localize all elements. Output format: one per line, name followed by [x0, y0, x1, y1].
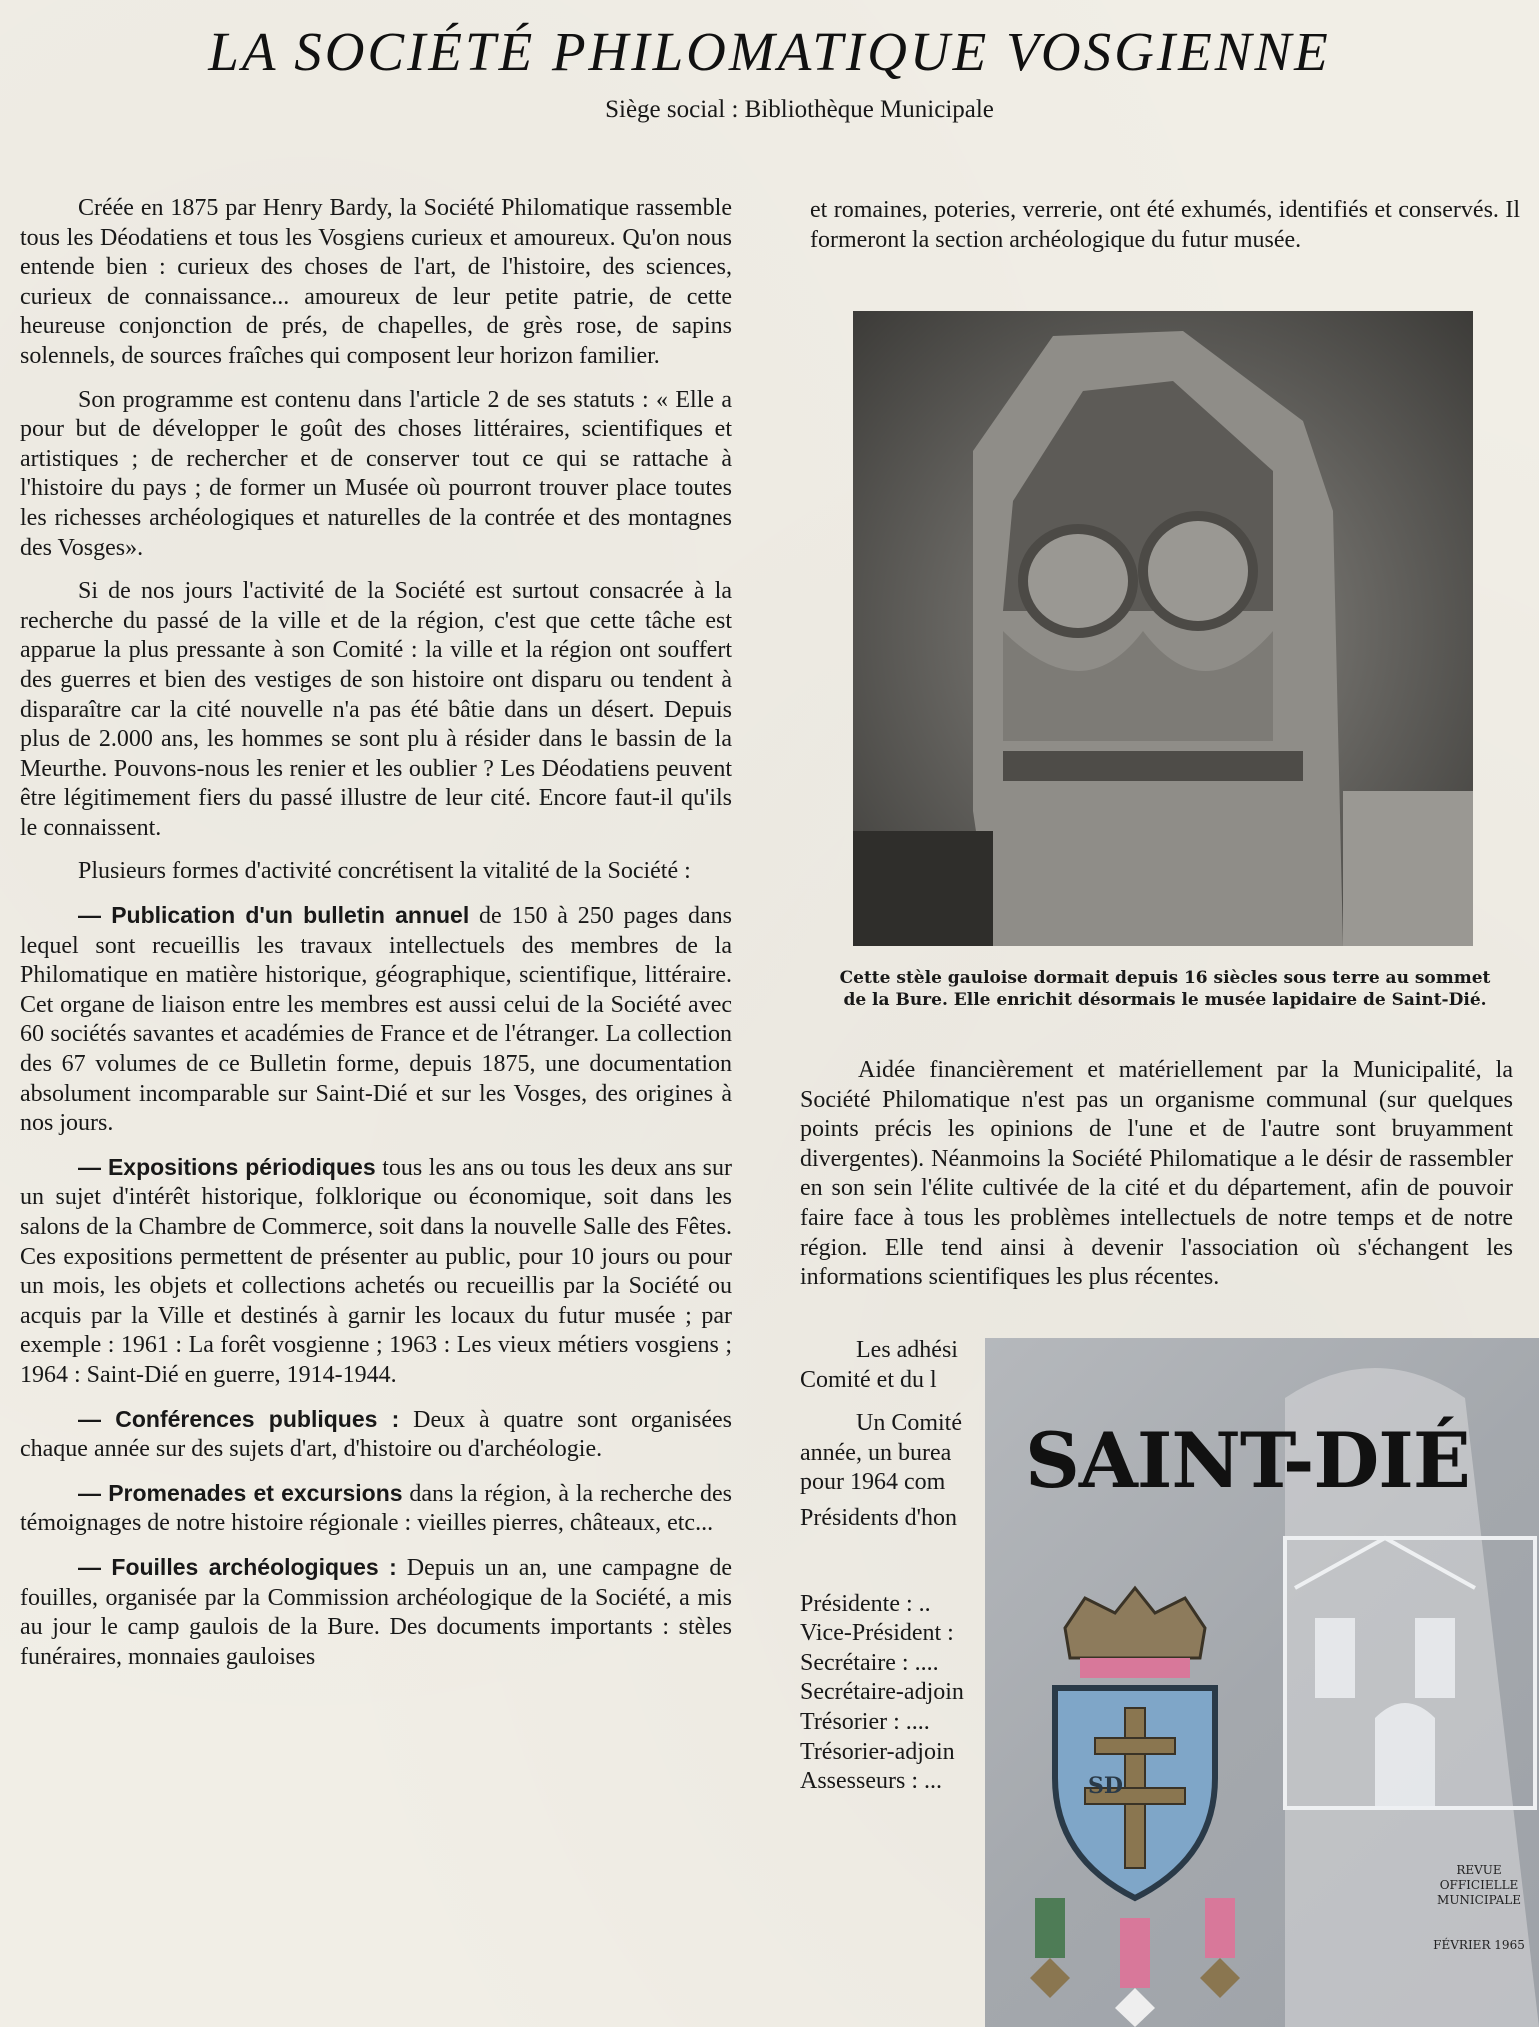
cover-date: FÉVRIER 1965 [1433, 1938, 1525, 1952]
officer-line: Trésorier-adjoin [800, 1738, 955, 1765]
continuation-paragraph: et romaines, poteries, verrerie, ont été exhumés, identifiés et conservés. Il formeront la section archéologique du futur musée. [810, 197, 1520, 253]
coat-of-arms-icon [1055, 1588, 1215, 1898]
activity-item-expositions [20, 1153, 732, 1391]
right-column-top [810, 196, 1520, 269]
officer-line: Présidente : .. [800, 1590, 931, 1617]
fragment-line: Comité et du l [800, 1366, 937, 1393]
activity-item-lead: — Expositions périodiques [78, 1153, 376, 1180]
activity-item-lead: — Promenades et excursions [78, 1479, 403, 1506]
activity-item-text: Depuis un an, une campagne de fouilles, organisée par la Commission archéologique de la Société, a mis au jour le camp gaulois de la Bure. Des documents importants : stèles funéraires, monnaies gauloises [20, 1554, 732, 1670]
fragment-line: pour 1964 com [800, 1469, 946, 1496]
activity-item-text: dans la région, à la recherche des témoignages de notre histoire régionale : vieilles pierres, châteaux, etc... [20, 1480, 733, 1537]
fragment-line: Présidents d'hon [800, 1504, 957, 1531]
activity-item-fouilles [20, 1553, 732, 1672]
program-paragraph: Son programme est contenu dans l'article 2 de ses statuts : « Elle a pour but de développer le goût des choses littéraires, scientifiques et artistiques ; de rechercher et de conserver tout ce qui se rattache à l'histoire du pays ; de former un Musée où pourront trouver place toutes les richesses archéologiques et naturelles de la contrée et des montagnes des Vosges». [20, 386, 732, 561]
right-column-middle [800, 1056, 1513, 1307]
page-subtitle: Siège social : Bibliothèque Municipale [605, 96, 994, 123]
cover-revue-line: MUNICIPALE [1437, 1893, 1521, 1907]
activity-item-bulletin [20, 901, 732, 1139]
fragment-line: année, un burea [800, 1439, 952, 1466]
activity-item-promenades [20, 1479, 732, 1539]
cover-revue-line: REVUE [1456, 1863, 1502, 1877]
activity-item-conferences [20, 1405, 732, 1465]
shield-initials: SD [1088, 1773, 1123, 1799]
intro-paragraph: Créée en 1875 par Henry Bardy, la Société Philomatique rassemble tous les Déodatiens et tous les Vosgiens curieux et amoureux. Qu'on nous entende bien : curieux des choses de l'art, de l'histoire, des sciences, curieux de connaissance... amoureux de leur petite patrie, de cette heureuse conjonction de prés, de chapelles, de grès rose, de sapins solennels, de sources fraîches qui composent leur horizon familier. [20, 195, 732, 369]
activity-item-text: de 150 à 250 pages dans lequel sont recueillis les travaux intellectuels des membres de la Philomatique en matière historique, géographique, scientifique, littéraire. Cet organe de liaison entre les membres est aussi celui de la Société avec 60 sociétés savantes et académies de France et de l'étranger. La collection des 67 volumes de ce Bulletin forme, depuis 1875, une documentation absolument incomparable sur Saint-Dié et sur les Vosges, des origines à nos jours. [20, 903, 732, 1137]
page-title: LA SOCIÉTÉ PHILOMATIQUE VOSGIENNE [208, 21, 1331, 82]
cover-title: SAINT-DIÉ [1025, 1416, 1470, 1505]
officer-line: Secrétaire : .... [800, 1649, 939, 1676]
right-column-fragments [800, 1336, 985, 1797]
funding-paragraph: Aidée financièrement et matériellement par la Municipalité, la Société Philomatique n'est pas un organisme communal (sur quelques points précis les opinions de l'une et de l'autre sont bruyamment divergentes). Néanmoins la Société Philomatique a le désir de rassembler en son sein l'élite cultivée de la cité et du département, afin de pouvoir faire face à tous les problèmes intellectuels de notre temps et de notre région. Elle tend ainsi à devenir l'association où s'échangent les informations scientifiques les plus récentes. [800, 1057, 1513, 1291]
activity-paragraph: Si de nos jours l'activité de la Société est surtout consacrée à la recherche du passé de la ville et de la région, c'est que cette tâche est apparue la plus pressante à son Comité : la ville et la région ont souffert des guerres et bien des vestiges de son histoire ont disparu ou tendent à disparaître car la cité nouvelle n'a pas été bâtie dans un désert. Depuis plus de 2.000 ans, les hommes se sont plu à résider dans le bassin de la Meurthe. Pouvons-nous les renier et les oublier ? Les Déodatiens peuvent être légitimement fiers du passé illustre de leur cité. Encore faut-il qu'ils le connaissent. [20, 578, 732, 841]
activity-item-lead: — Fouilles archéologiques : [78, 1553, 397, 1580]
photo-caption: Cette stèle gauloise dormait depuis 16 siècles sous terre au sommet de la Bure. Elle enrichit désormais le musée lapidaire de Saint-Dié. [839, 968, 1491, 1010]
officer-line: Trésorier : .... [800, 1708, 930, 1735]
officer-line: Secrétaire-adjoin [800, 1679, 964, 1706]
officer-line: Vice-Président : [800, 1620, 954, 1647]
cover-revue-line: OFFICIELLE [1439, 1878, 1519, 1892]
cover-revue [1419, 1863, 1539, 1908]
fragment-line: Un Comité [856, 1410, 962, 1437]
magazine-cover [985, 1338, 1539, 2027]
medal-icon [1030, 1898, 1240, 2027]
left-column [20, 194, 732, 1686]
activity-item-text: Deux à quatre sont organisées chaque année sur des sujets d'art, d'histoire ou d'archéologie. [20, 1406, 732, 1463]
officers-list [800, 1590, 985, 1797]
activity-item-text: tous les ans ou tous les deux ans sur un sujet d'intérêt historique, folklorique ou économique, soit dans les salons de la Chambre de Commerce, soit dans la nouvelle Salle des Fêtes. Ces expositions permettent de présenter au public, pour 10 jours ou pour un mois, les objets et collections achetés ou recueillis par la Société ou acquis par la Ville et destinés à garnir les locaux du futur musée ; par exemple : 1961 : La forêt vosgienne ; 1963 : Les vieux métiers vosgiens ; 1964 : Saint-Dié en guerre, 1914-1944. [20, 1154, 733, 1388]
officer-line: Assesseurs : ... [800, 1768, 942, 1795]
fragment-line: Les adhési [856, 1337, 958, 1363]
activity-item-lead: — Conférences publiques : [78, 1405, 400, 1432]
activity-item-lead: — Publication d'un bulletin annuel [78, 902, 470, 929]
forms-paragraph: Plusieurs formes d'activité concrétisent la vitalité de la Société : [78, 858, 691, 885]
stele-photo [853, 311, 1473, 946]
